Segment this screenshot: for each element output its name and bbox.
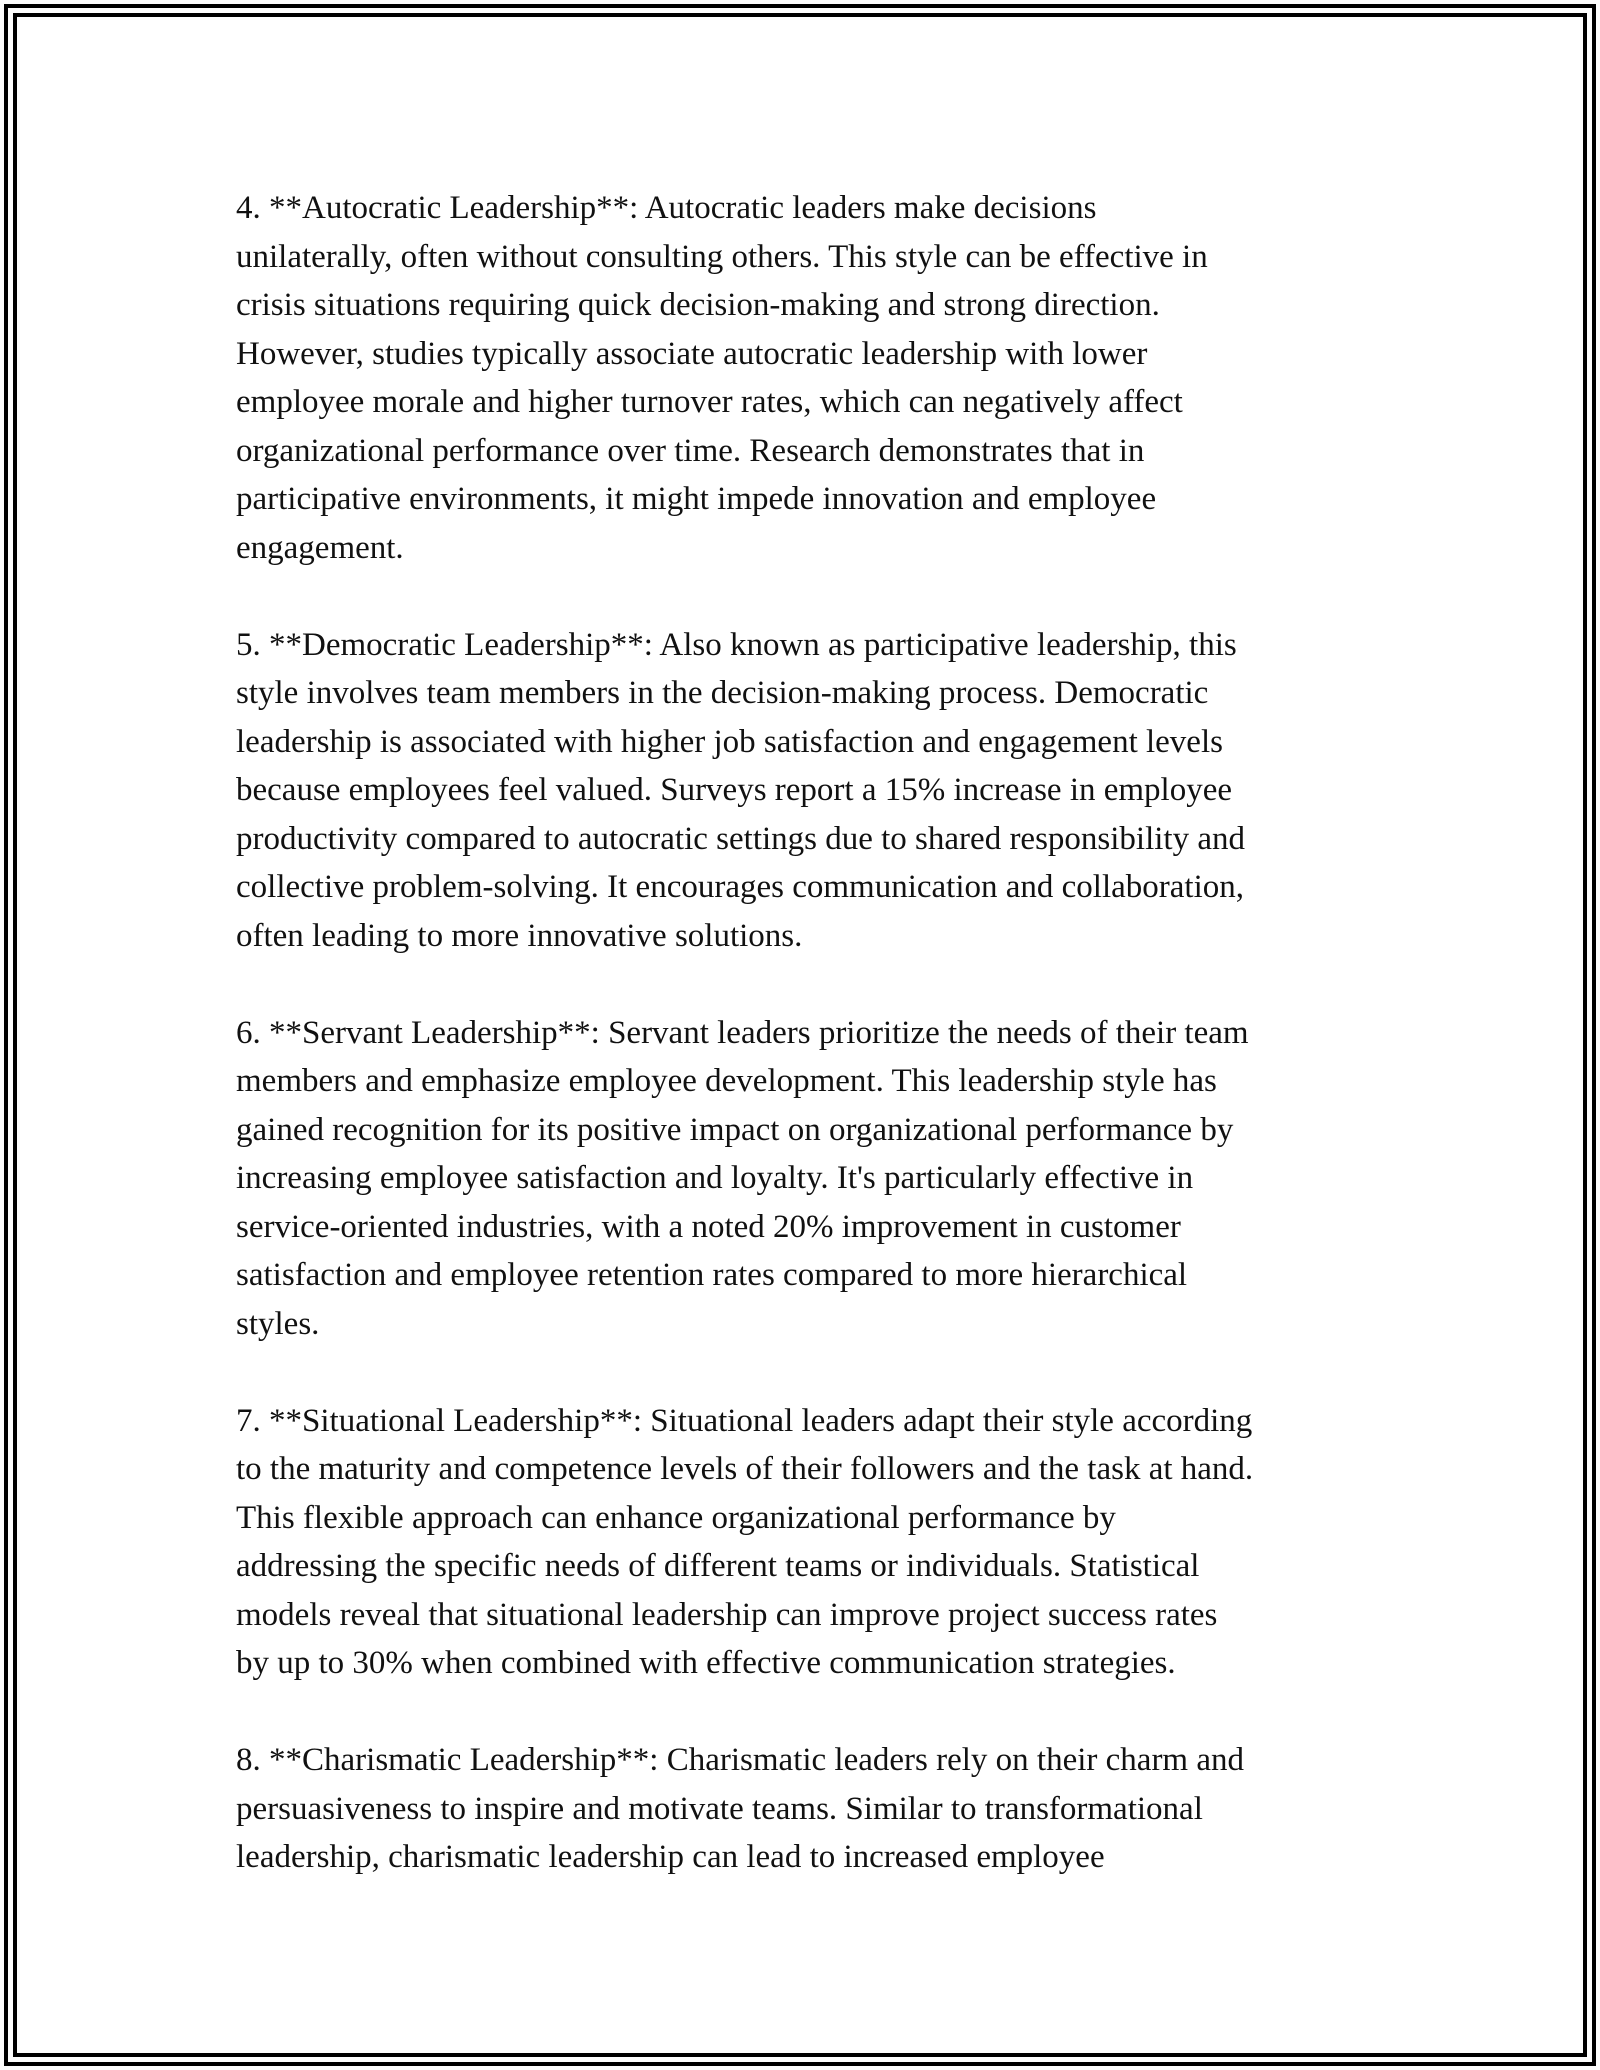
paragraph-situational-leadership: 7. **Situational Leadership**: Situational leaders adapt their style according to the maturity and competence levels of their followers and the task at hand. This flexible approach can enhance organizational performance by addressing the specific needs of different teams or individuals. Statistical models reveal that situational leadership can improve project success rates by up to 30% when combined with effective communication strategies. xyxy=(236,1402,1254,1681)
paragraph-charismatic-leadership: 8. **Charismatic Leadership**: Charismatic leaders rely on their charm and persuasiveness to inspire and motivate teams. Similar to transformational leadership, charismatic leadership can lead to increased employee xyxy=(236,1742,1244,1875)
paragraph-autocratic-leadership: 4. **Autocratic Leadership**: Autocratic leaders make decisions unilaterally, often without consulting others. This style can be effective in crisis situations requiring quick decision-making and strong direction. However, studies typically associate autocratic leadership with lower employee morale and higher turnover rates, which can negatively affect organizational performance over time. Research demonstrates that in participative environments, it might impede innovation and employee engagement. xyxy=(236,190,1208,566)
paragraph-servant-leadership: 6. **Servant Leadership**: Servant leaders prioritize the needs of their team members and emphasize employee development. This leadership style has gained recognition for its positive impact on organizational performance by increasing employee satisfaction and loyalty. It's particularly effective in service-oriented industries, with a noted 20% improvement in customer satisfaction and employee retention rates compared to more hierarchical styles. xyxy=(236,1014,1249,1342)
page-content xyxy=(236,184,1396,1882)
paragraph-democratic-leadership: 5. **Democratic Leadership**: Also known as participative leadership, this style involves team members in the decision-making process. Democratic leadership is associated with higher job satisfaction and engagement levels because employees feel valued. Surveys report a 15% increase in employee productivity compared to autocratic settings due to shared responsibility and collective problem-solving. It encourages communication and collaboration, often leading to more innovative solutions. xyxy=(236,626,1245,954)
